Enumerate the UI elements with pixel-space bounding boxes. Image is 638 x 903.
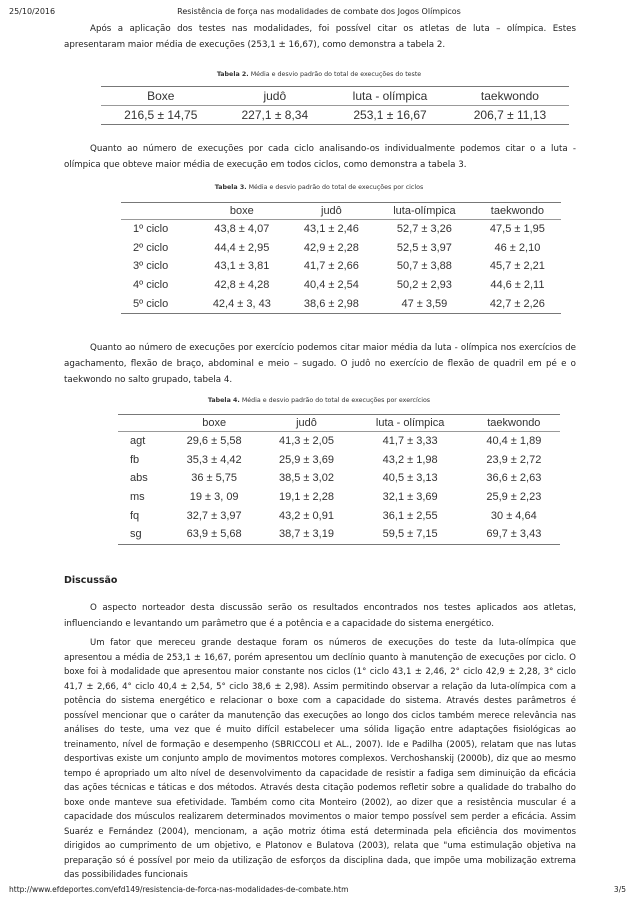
table-cell: 29,6 ± 5,58 xyxy=(186,435,242,448)
row-label: fq xyxy=(130,509,140,522)
table-cell: 25,9 ± 3,69 xyxy=(278,453,334,466)
table-row xyxy=(121,257,561,276)
footer-url: http://www.efdeportes.com/efd149/resistencia-de-forca-nas-modalidades-de-combate.htm xyxy=(9,885,349,894)
table-cell: 36,1 ± 2,55 xyxy=(382,509,438,522)
table-row xyxy=(121,220,561,239)
table-header-cell: taekwondo xyxy=(451,87,569,106)
table-header-cell xyxy=(121,203,196,220)
row-label: 1º ciclo xyxy=(133,223,169,236)
table-cell: 253,1 ± 16,67 xyxy=(353,108,427,122)
table-total-executions xyxy=(101,86,569,125)
table-header-cell: luta-olímpica xyxy=(375,203,474,220)
table2-caption-text: Média e desvio padrão do total de execuções do teste xyxy=(248,71,422,78)
table-cell: 32,7 ± 3,97 xyxy=(186,509,242,522)
table-cell: 44,4 ± 2,95 xyxy=(214,241,270,254)
table-header-cell: Boxe xyxy=(101,87,221,106)
table-cell: 43,1 ± 2,46 xyxy=(303,223,359,236)
row-label: ms xyxy=(130,491,145,504)
table2-caption-label: Tabela 2. xyxy=(216,71,249,78)
table4-caption-label: Tabela 4. xyxy=(207,397,240,404)
table-cell: 42,4 ± 3, 43 xyxy=(212,297,271,310)
table-header-row xyxy=(118,415,560,432)
table4-caption-text: Média e desvio padrão do total de execuções por exercícios xyxy=(239,397,431,404)
table-executions-per-exercise xyxy=(118,414,560,545)
table-header-cell: boxe xyxy=(168,415,260,432)
row-label: 2º ciclo xyxy=(133,241,169,254)
table-cell: 45,7 ± 2,21 xyxy=(489,260,545,273)
table-row xyxy=(118,451,560,470)
table-cell: 52,7 ± 3,26 xyxy=(396,223,452,236)
table-cell: 43,8 ± 4,07 xyxy=(214,223,270,236)
table-cell: 40,4 ± 1,89 xyxy=(486,435,542,448)
table3-caption xyxy=(0,184,638,191)
table4-caption xyxy=(0,397,638,404)
table-cell: 35,3 ± 4,42 xyxy=(186,453,242,466)
table-cell: 41,7 ± 2,66 xyxy=(303,260,359,273)
table-cell: 59,5 ± 7,15 xyxy=(382,528,438,541)
table-cell: 47 ± 3,59 xyxy=(401,297,448,310)
section-heading-discussion: Discussão xyxy=(64,575,118,586)
table-cell: 19,1 ± 2,28 xyxy=(278,491,334,504)
table-header-cell: luta - olímpica xyxy=(329,87,451,106)
table-cell: 42,8 ± 4,28 xyxy=(214,279,270,292)
header-date: 25/10/2016 xyxy=(9,7,56,16)
header-title: Resistência de força nas modalidades de combate dos Jogos Olímpicos xyxy=(177,7,461,16)
table-cell: 25,9 ± 2,23 xyxy=(486,491,542,504)
table-cell: 38,5 ± 3,02 xyxy=(278,472,334,485)
table-cell: 38,7 ± 3,19 xyxy=(278,528,334,541)
table-row xyxy=(118,506,560,525)
table-cell: 36 ± 5,75 xyxy=(191,472,238,485)
table-row xyxy=(118,469,560,488)
table-cell: 36,6 ± 2,63 xyxy=(486,472,542,485)
table-cell: 69,7 ± 3,43 xyxy=(486,528,542,541)
table-cell: 40,4 ± 2,54 xyxy=(303,279,359,292)
table-cell: 41,3 ± 2,05 xyxy=(278,435,334,448)
table2-caption xyxy=(0,71,638,78)
row-label: 3º ciclo xyxy=(133,260,169,273)
table-row xyxy=(101,106,569,125)
row-label: 5º ciclo xyxy=(133,297,169,310)
table-header-cell: luta - olímpica xyxy=(353,415,468,432)
table-header-cell: boxe xyxy=(196,203,288,220)
table-cell: 19 ± 3, 09 xyxy=(189,491,239,504)
row-label: fb xyxy=(130,453,140,466)
table3-caption-text: Média e desvio padrão do total de execuções por ciclos xyxy=(246,184,424,191)
table-row xyxy=(121,276,561,295)
table-cell: 63,9 ± 5,68 xyxy=(186,528,242,541)
paragraph-discussion-body: Um fator que mereceu grande destaque foram os números de execuções do teste da luta-olímpica que apresentou a média de 253,1 ± 16,67, porém apresentou um declínio quanto à manutenção de execuções por ciclo. O boxe foi à modalidade que apresentou maior constante nos ciclos (1° ciclo 43,1 ± 2,46, 2° ciclo 42,9 ± 2,28, 3° ciclo 41,7 ± 2,66, 4° ciclo 40,4 ± 2,54, 5° ciclo 38,6 ± 2,98). Assim permitindo observar a relação da luta-olímpica com a potência do sistema energético e relacionar o boxe com a capacidade do sistema. Através destes parâmetros é possível mencionar que o caráter da manutenção das execuções ao longo dos ciclos também merece relevância nas análises do teste, uma vez que é muito difícil estabelecer uma sólida ligação entre adaptações fisiológicas ao treinamento, nível de formação e desempenho (SBRICCOLI et AL., 2007). Ide e Padilha (2005), relatam que nas lutas desportivas existe um conjunto amplo de movimentos motores complexos. Verchoshanskij (2000b), diz que ao mesmo tempo é apropriado um alto nível de desenvolvimento da capacidade de resistir a fadiga sem diminuição da eficácia das ações técnicas e táticas e dos métodos. Através desta citação podemos refletir sobre a qualidade do trabalho do boxe onde manteve sua efetividade. Também como cita Monteiro (2002), ao dizer que a resistência muscular é a capacidade dos músculos realizarem determinados movimentos o maior tempo possível sem perder a eficácia. Assim Suaréz e Fernández (2004), mencionam, a ação motriz ótima está determinada pela eficiência dos movimentos dirigidos ao cumprimento de um objetivo, e Platonov e Bulatova (2003), relata que "uma estimulação objetiva na preparação só é possível por meio da utilização de esforços da disciplina dada, que impõe uma mobilização extrema das possibilidades funcionais xyxy=(64,638,576,880)
table-cell: 41,7 ± 3,33 xyxy=(382,435,438,448)
table-cell: 40,5 ± 3,13 xyxy=(382,472,438,485)
paragraph-cycles-intro: Quanto ao número de execuções por cada ciclo analisando-os individualmente podemos citar o a luta - olímpica que obteve maior média de execução em todos ciclos, como demonstra a tabela 3. xyxy=(64,144,576,170)
table-header-cell: judô xyxy=(288,203,375,220)
table-cell: 206,7 ± 11,13 xyxy=(473,108,547,122)
table-header-row xyxy=(101,87,569,106)
table-cell: 52,5 ± 3,97 xyxy=(396,241,452,254)
table-cell: 50,2 ± 2,93 xyxy=(396,279,452,292)
table-cell: 43,2 ± 0,91 xyxy=(278,509,334,522)
row-label: agt xyxy=(130,435,146,448)
table-cell: 30 ± 4,64 xyxy=(490,509,537,522)
table-cell: 216,5 ± 14,75 xyxy=(124,108,198,122)
table-cell: 227,1 ± 8,34 xyxy=(241,108,309,122)
row-label: 4º ciclo xyxy=(133,279,169,292)
row-label: sg xyxy=(130,528,142,541)
table-cell: 50,7 ± 3,88 xyxy=(396,260,452,273)
table-cell: 47,5 ± 1,95 xyxy=(489,223,545,236)
paragraph-exercises-intro: Quanto ao número de execuções por exercício podemos citar maior média da luta - olímpica nos exercícios de agachamento, flexão de braço, abdominal e meio – sugado. O judô no exercício de flexão de quadril em pé e o taekwondo no salto grupado, tabela 4. xyxy=(64,343,576,385)
table-header-cell xyxy=(118,415,168,432)
paragraph-results-intro: Após a aplicação dos testes nas modalidades, foi possível citar os atletas de luta – olímpica. Estes apresentaram maior média de execuções (253,1 ± 16,67), como demonstra a tabela 2. xyxy=(64,24,576,50)
table-cell: 43,2 ± 1,98 xyxy=(382,453,438,466)
table3-caption-label: Tabela 3. xyxy=(214,184,247,191)
table-header-row xyxy=(121,203,561,220)
table-row xyxy=(121,239,561,258)
table-cell: 42,7 ± 2,26 xyxy=(489,297,545,310)
table-executions-per-cycle xyxy=(121,202,561,314)
table-cell: 23,9 ± 2,72 xyxy=(486,453,542,466)
table-row xyxy=(118,432,560,451)
table-cell: 46 ± 2,10 xyxy=(494,241,541,254)
table-cell: 42,9 ± 2,28 xyxy=(303,241,359,254)
table-cell: 38,6 ± 2,98 xyxy=(303,297,359,310)
table-header-cell: taekwondo xyxy=(468,415,560,432)
table-header-cell: judô xyxy=(260,415,352,432)
table-cell: 32,1 ± 3,69 xyxy=(382,491,438,504)
table-cell: 43,1 ± 3,81 xyxy=(214,260,270,273)
table-row xyxy=(118,488,560,507)
table-row xyxy=(118,525,560,544)
table-header-cell: taekwondo xyxy=(474,203,561,220)
table-cell: 44,6 ± 2,11 xyxy=(490,279,545,292)
table-header-cell: judô xyxy=(221,87,330,106)
footer-page-number: 3/5 xyxy=(613,885,626,894)
table-row xyxy=(121,294,561,313)
row-label: abs xyxy=(130,472,148,485)
paragraph-discussion-intro: O aspecto norteador desta discussão serão os resultados encontrados nos testes aplicados aos atletas, influenciando e levantando um parâmetro que é a potência e a capacidade do sistema energético. xyxy=(64,603,576,629)
